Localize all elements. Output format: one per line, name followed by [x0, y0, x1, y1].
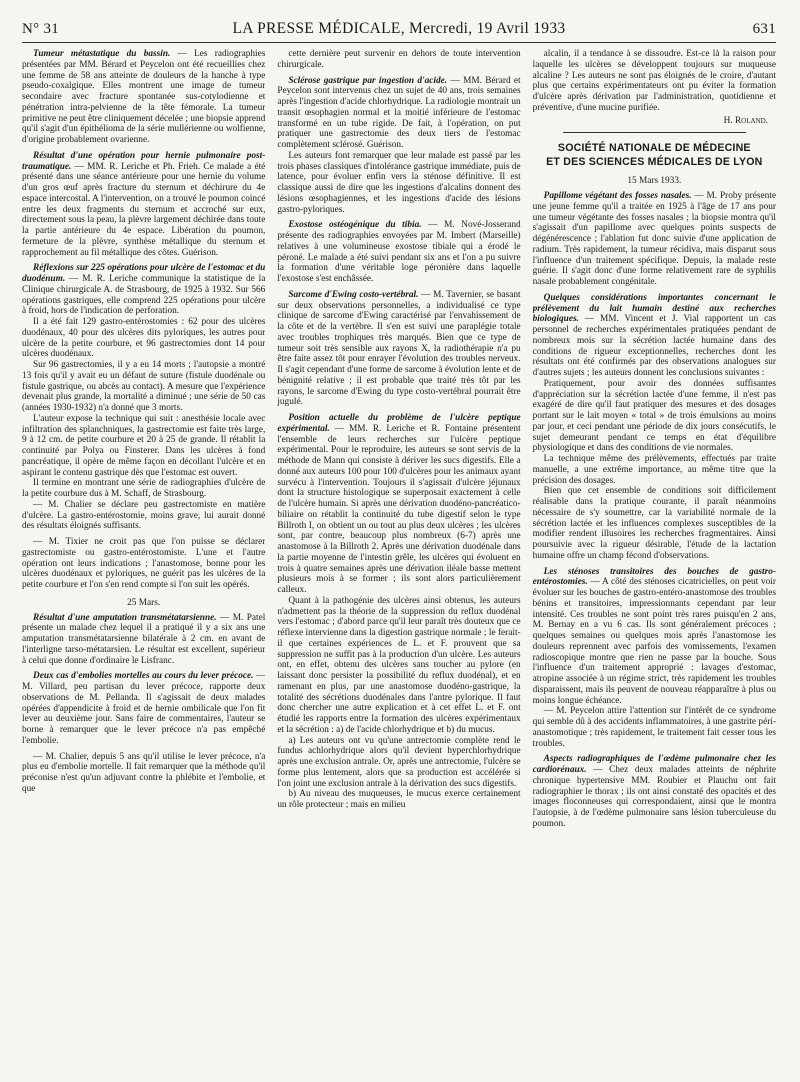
article-text: — Chez deux malades atteints de néphrite chronique hypertensive MM. Roubier et Plauchu ont fait radiographier le thorax ; ils ont ainsi constaté des opacités et des images floconneuses qui correspondaient, ainsi que le montra l'autopsie, à de l'œdème pulmonaire sans lésion tuberculeuse du poumon.: [532, 765, 776, 829]
paragraph: — M. Chalier, depuis 5 ans qu'il utilise le lever précoce, n'a plus eu d'embolie mortelle. Il fait remarquer que la méthode qu'il préconise n'est qu'un adjuvant contre la phlébite et l'embolie, et que: [22, 751, 266, 794]
issue-number: N° 31: [22, 21, 60, 37]
running-header: [22, 20, 776, 43]
article-title: Tumeur métastatique du bassin.: [33, 49, 171, 59]
article-title: Aspects radiographiques de l'œdème pulmonaire chez les cardiorénaux.: [532, 754, 776, 775]
paragraph: La technique même des prélèvements, effectués par traite manuelle, a une extrême importance, au même titre que la précision des dosages.: [532, 454, 776, 486]
article-title: Résultat d'une amputation transmétatarsienne.: [33, 612, 217, 623]
article-title: Position actuelle du problème de l'ulcère peptique expérimental.: [277, 413, 521, 434]
article-text: — MM. Bérard et Peycelon sont intervenus chez un sujet de 40 ans, trois semaines après l'ingestion d'acide chlorhydrique. La radiologie montrait un transit œsophagien normal et la moitié inférieure de l'estomac transformé en un tube rigide. De fait, à l'opération, on put pratiquer une gastrectomie des deux tiers de l'estomac complètement sclérosé. Guérison.: [277, 75, 521, 150]
paragraph: Quant à la pathogénie des ulcères ainsi obtenus, les auteurs n'admettent pas la théorie de la suppression du reflux duodénal vers l'estomac ; d'abord parce qu'il leur paraît très douteux que ce réflexe intervienne dans la digestion gastrique normale ; le ferait-il que certaines expériences de L. et F. prouvent que sa suppression ne suffit pas à la production d'un ulcère. Les auteurs ont, en effet, obtenu des ulcères sans toucher au pylore (en laissant donc persister la possibilité du reflux duodénal), et en ramenant en plus, par une anastomose duodéno-gastrique, la totalité des sécrétions duodénales dans l'antre pylorique. Il faut donc chercher une autre explication et à cet effet L. et F. ont étudié les rapports entre la formation des ulcères expérimentaux et la sécrétion : a) de l'acide chlorhydrique et b) du mucus.: [277, 595, 521, 735]
paragraph: [22, 151, 265, 259]
article-text: — M. Tavernier, se basant sur deux observations personnelles, a individualisé ce type clinique de sarcome d'Ewing caractérisé par l'envahissement de la côte et de la vertèbre. Il s'en est suivi une paraplégie totale avec troubles trophiques très marqués. Bien que ce type de tumeur soit très sensible aux rayons X, la radiothérapie n'a pu être faite assez tôt pour enrayer l'évolution des troubles nerveux. Il s'agit cependant d'une forme de sarcome à évolution lente et de bénignité relative ; il est probable que traité très tôt par les rayons, le sarcome d'Ewing du type costo-vertébral pourrait être jugulé.: [277, 289, 521, 408]
paragraph: alcalin, il a tendance à se dissoudre. Est-ce là la raison pour laquelle les ulcères se développent toujours sur muqueuse alcaline ? Les auteurs ne sont pas éloignés de le croire, d'autant plus que certains expérimentateurs ont pu éviter la formation d'ulcère après dérivation par l'administration, quotidienne et préventive, d'une mucine purifiée.: [532, 49, 776, 113]
author-signature: H. Roland.: [723, 115, 768, 126]
paragraph: Les auteurs font remarquer que leur malade est passé par les trois phases classiques d'intolérance gastrique immédiate, puis de latence, pour évoluer enfin vers la sténose définitive. Il est classique aussi de dire que les ingestions d'alcalins donnent des lésions œsophagiennes, et les ingestions d'acide des lésions gastro-pyloriques.: [277, 150, 521, 215]
article-text: — M. Villard, peu partisan du lever précoce, rapporte deux observations de M. Pellanda. Il s'agissait de deux malades opérées d'appendicite à froid et de hernie ombilicale que l'on fit lever au deuxième jour. Sans faire de commentaires, l'auteur se borne à remarquer que le lever précoce n'a pas empêché l'embolie.: [22, 671, 266, 746]
paragraph: [277, 76, 520, 151]
paragraph: Il a été fait 129 gastro-entérostomies : 62 pour des ulcères duodénaux, 40 pour des ulcères dits pyloriques, les autres pour ulcère de la petite courbure, et 96 gastrectomies dont 14 pour ulcères duodénaux.: [22, 317, 266, 360]
paragraph: [533, 567, 776, 707]
session-date: 15 Mars 1933.: [627, 176, 682, 187]
paragraph: Bien que cet ensemble de conditions soit difficilement réalisable dans la pratique courante, il paraît néanmoins nécessaire de s'y soumettre, car la variabilité normale de la sécrétion lactée et les influences complexes susceptibles de la modifier rendent illusoires les recherches fragmentaires. Ainsi poursuivie avec la rigueur désirable, l'étude de la lactation humaine offre un champ fécond d'observations.: [532, 486, 776, 561]
paragraph: Sur 96 gastrectomies, il y a eu 14 morts ; l'autopsie a montré 13 fois qu'il y avait eu un défaut de suture (fistule duodénale ou fistule gastrique, ou abcès au contact). A mesure que l'expérience devenait plus grande, la mortalité a diminué ; une série de 50 cas (années 1930-1932) n'a donné que 3 morts.: [22, 360, 266, 413]
article-text: — M. Patel présente un malade chez lequel il a pratiqué il y a six ans une amputation transmétatarsienne bilatérale à 2 cm. en avant de l'interligne tarso-métatarsien. Le résultat est excellent, supérieur à celui que donne d'ordinaire le Lisfranc.: [22, 612, 266, 666]
article-title: Réflexions sur 225 opérations pour ulcère de l'estomac et du duodénum.: [22, 263, 266, 284]
paragraph: a) Les auteurs ont vu qu'une antrectomie complète rend le fundus achlorhydrique alors qu'il devient hyperchlorhydrique après une exclusion antrale. Or, après une antrectomie, l'ulcère se forme plus lentement, alors que sa production est accélérée si l'on joint une exclusion antrale à la dérivation des sucs digestifs.: [277, 735, 521, 789]
article-text: — Les radiographies présentées par MM. Bérard et Peycelon ont été recueillies chez une femme de 58 ans atteinte de douleurs de la hanche à type pseudo-coxalgique. Elles montrent une image de tumeur secondaire avec fracture spontanée sus-cotylodienne et pénétration intra-pelvienne de la tête fémorale. La tumeur primitive ne peut être cliniquement décelée ; une biopsie apprend qu'il s'agit d'un épithélioma de la série mullérienne ou wolfienne, d'origine probablement ovarienne.: [22, 49, 266, 145]
session-date: 25 Mars.: [127, 597, 161, 608]
paragraph: — M. Chalier se déclare peu gastrectomiste en matière d'ulcère. La gastro-entérostomie, moins grave, lui aurait donné des résultats éloignés suffisants.: [22, 499, 266, 532]
page-number: 631: [752, 21, 776, 37]
article-title: Deux cas d'embolies mortelles au cours du lever précoce.: [33, 671, 254, 682]
article-title: Sarcome d'Ewing costo-vertébral.: [288, 289, 419, 300]
paragraph: b) Au niveau des muqueuses, le mucus exerce certainement un rôle protecteur ; mais en milieu: [277, 789, 521, 810]
article-text: — M. R. Leriche communique la statistique de la Clinique chirurgicale A. de Strasbourg, de 1925 à 1932. Sur 566 opérations gastriques, elle comprend 225 opérations pour ulcère à froid, hors de l'indication de perforation.: [22, 274, 266, 317]
article-text: — MM. Vincent et J. Vial rapportent un cas personnel de recherches expérimentales pratiquées pendant de nombreux mois sur la sécrétion lactée humaine dans des conditions de rigueur exceptionnelles, recherches dont les résultats ont été confirmés par des observations analogues sur d'autres sujets ; les auteurs donnent les conclusions suivantes :: [532, 314, 776, 378]
paragraph: [533, 191, 776, 288]
paragraph: Il termine en montrant une série de radiographies d'ulcère de la petite courbure dus à M. Schaff, de Strasbourg.: [22, 478, 266, 499]
column-2: [277, 49, 520, 1079]
paragraph: cette dernière peut survenir en dehors de toute intervention chirurgicale.: [277, 49, 521, 70]
paragraph: Pratiquement, pour avoir des données suffisantes d'appréciation sur la sécrétion lactée d'une femme, il n'est pas exagéré de dire qu'il faut pratiquer des mesures et des dosages portant sur le lait moyen « total » de trois émulsions au moins par jour, et ceci pendant une période de dix jours consécutifs, le sujet demeurant pendant ce temps en état d'équilibre physiologique et dans des conditions de vie normales.: [532, 378, 776, 454]
society-heading-line-2: ET DES SCIENCES MÉDICALES DE LYON: [546, 156, 763, 169]
column-1: [22, 49, 265, 1079]
article-text: — MM. R. Leriche et R. Fontaine présentent l'ensemble de leurs recherches sur l'ulcère peptique expérimental. Pour le reproduire, les auteurs se sont servis de la méthode de Mann qui consiste à dériver les sucs digestifs. Elle a donné aux auteurs 100 pour 100 d'ulcères pour les animaux ayant survécu à l'intervention. Toujours il s'agissait d'ulcère jéjunaux dont la structure histologique se superposait exactement à celle de l'ulcère humain. Si après une dérivation duodéno-pancréatico-biliaire on rétablit la continuité du tube digestif selon le type Billroth I, on obtient un ou tout au plus deux ulcères ; les ulcères sont, par contre, beaucoup plus nombreux (6-7) après une anastomose à la Billroth 2. Après une dérivation duodénale dans la partie moyenne de l'intestin grêle, les ulcères qui évoluent en trois à quatre semaines après une dérivation iléale basse mettent plusieurs mois à se former ; ils sont alors particulièrement calleux.: [277, 423, 521, 595]
article-title: Les sténoses transitoires des bouches de gastro-entérostomies.: [532, 566, 776, 588]
section-divider: [563, 132, 746, 133]
paragraph: [533, 293, 776, 379]
journal-title: LA PRESSE MÉDICALE, Mercredi, 19 Avril 1933: [232, 20, 566, 37]
paragraph: [277, 413, 520, 596]
columns: [22, 49, 776, 1079]
paragraph: — M. Peycelon attire l'attention sur l'intérêt de ce syndrome qui semble dû à des accidents inflammatoires, à une gastrite péri-anastomotique ; très rapidement, le traitement fait cesser tous les troubles.: [532, 706, 776, 749]
article-title: Quelques considérations importantes concernant le prélèvement du lait humain destiné aux recherches biologiques.: [532, 292, 776, 325]
paragraph: [277, 290, 520, 408]
article-text: — M. Nové-Josserand présente des radiographies envoyées par M. Imbert (Marseille) relatives à une volumineuse exostose tibiale qui a érodé le péroné. Le malade a été suivi pendant six ans et l'on a pu suivre la formation d'une véritable loge péronière dans laquelle l'exostose s'est enchâssée.: [277, 220, 521, 284]
article-text: — MM. R. Leriche et Ph. Frieh. Ce malade a été présenté dans une séance antérieure pour une hernie du volume d'un gros œuf après fracture du sternum et déchirure du 4e espace intercostal. A l'intervention, on a trouvé le poumon coincé entre les deux fragments du sternum et accroché sur eux, directement sous la peau, la plèvre largement déchirée dans toute la partie antérieure du 4e espace. Libération du poumon, fermeture de la plèvre, synthèse métallique du sternum et rapprochement au fil métallique des côtes. Guérison.: [22, 161, 266, 258]
paragraph: [533, 754, 776, 829]
column-3: [533, 49, 776, 1079]
article-title: Sclérose gastrique par ingestion d'acide.: [288, 75, 448, 86]
society-heading: [533, 141, 776, 169]
society-heading-line-1: SOCIÉTÉ NATIONALE DE MÉDECINE: [557, 142, 751, 155]
paragraph: [277, 220, 520, 285]
paragraph: [22, 49, 265, 146]
article-title: Papillome végétant des fosses nasales.: [543, 191, 692, 201]
paragraph: L'auteur expose la technique qui suit : anesthésie locale avec infiltration des splanchniques, la gastrectomie est faite très large, 9 à 12 cm. de petite courbure et 20 à 25 de grande. Il rétablit la continuité par Polya ou Finsterer. Dans les ulcères à fond pancréatique, il opère de même façon en décollant l'ulcère et en aspirant le contenu gastrique dès que l'estomac est ouvert.: [22, 413, 266, 478]
paragraph: — M. Tixier ne croit pas que l'on puisse se déclarer gastrectomiste ou gastro-entérostomiste. L'une et l'autre opération ont leurs indications ; l'anastomose, bonne pour les ulcères duodénaux et pyloriques, ne guérit pas les ulcères de la petite courbure et l'on s'en rend compte si l'on suit les opérés.: [22, 537, 266, 590]
paragraph: [22, 263, 265, 317]
article-text: — A côté des sténoses cicatricielles, on peut voir évoluer sur les bouches de gastro-entéro-anastomose des troubles bénins et transitoires, impressionnants cependant par leur intensité. Ces troubles ne sont point très rares puisqu'en 2 ans, M. Bernay en a vu 6 cas. Ils sont généralement précoces ; quelques semaines ou quelques mois après l'anastomose les douleurs reprennent avec parfois des vomissements, l'examen radioscopique montre que rien ne passe par la bouche. Sous l'influence d'un traitement approprié : lavages d'estomac, atropine associée à un régime strict, très rapidement les troubles disparaissent, mais ils peuvent de nouveau réapparaître à plus ou moins longue échéance.: [532, 577, 776, 706]
paragraph: [22, 613, 265, 667]
article-text: — M. Proby présente une jeune femme qu'il a traitée en 1925 à l'âge de 17 ans pour une tumeur végétante des fosses nasales ; la biopsie montra qu'il s'agissait d'un papillome avec quelques points suspects de dégénérescence ; l'ablation fut donc suivie d'une application de radium. Très rapidement, la tumeur récidiva, mais disparut sous l'influence d'un traitement spécifique. Depuis, la malade reste guérie. Il s'agit donc d'une forme relativement rare de syphilis nasale probablement congénitale.: [532, 191, 776, 287]
article-title: Exostose ostéogénique du tibia.: [288, 220, 422, 231]
article-title: Résultat d'une opération pour hernie pulmonaire post-traumatique.: [22, 150, 266, 172]
paragraph: [22, 671, 265, 746]
